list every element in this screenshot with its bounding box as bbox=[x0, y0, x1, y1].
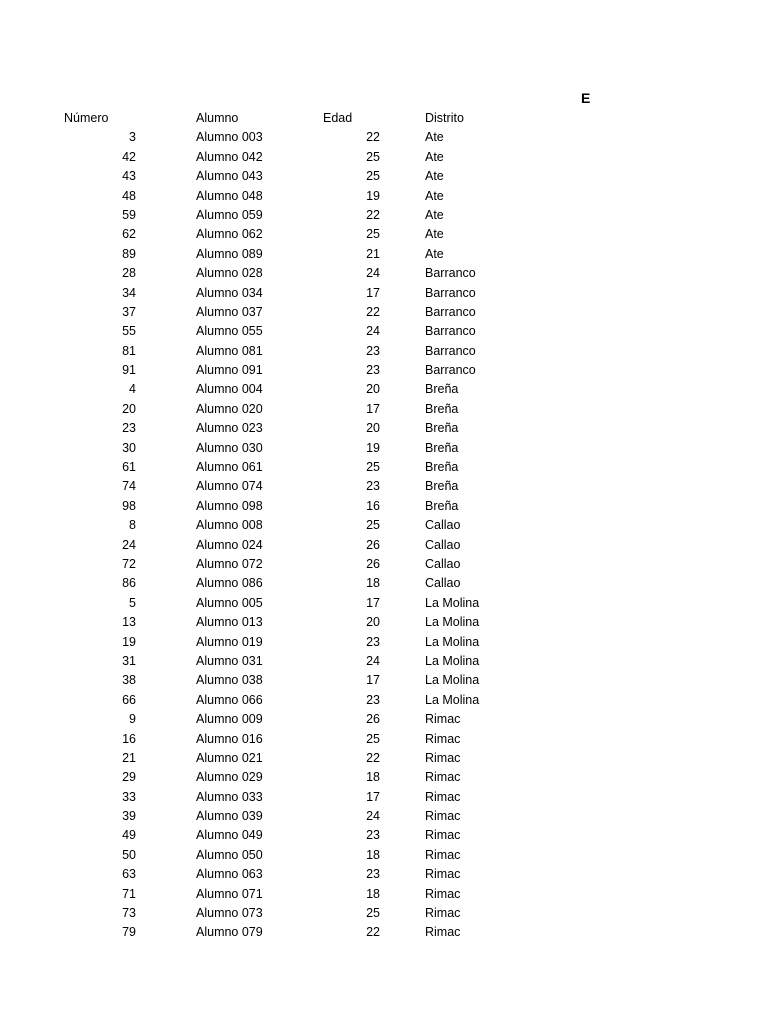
cell-edad: 20 bbox=[366, 382, 380, 397]
cell-edad: 25 bbox=[366, 906, 380, 921]
cell-numero: 48 bbox=[122, 188, 136, 203]
cell-alumno: Alumno 050 bbox=[196, 847, 263, 862]
cell-distrito: Ate bbox=[425, 149, 444, 164]
cell-edad: 25 bbox=[366, 227, 380, 242]
cell-alumno: Alumno 005 bbox=[196, 595, 263, 610]
cell-alumno: Alumno 021 bbox=[196, 750, 263, 765]
cell-distrito: La Molina bbox=[425, 615, 480, 630]
cell-distrito: Ate bbox=[425, 130, 444, 145]
cell-edad: 25 bbox=[366, 460, 380, 475]
cell-alumno: Alumno 059 bbox=[196, 207, 263, 222]
cell-edad: 19 bbox=[366, 188, 380, 203]
table-row bbox=[0, 633, 768, 652]
cell-edad: 20 bbox=[366, 421, 380, 436]
cell-numero: 49 bbox=[122, 828, 136, 843]
table-row bbox=[0, 342, 768, 361]
cell-alumno: Alumno 038 bbox=[196, 673, 263, 688]
cell-numero: 91 bbox=[122, 363, 136, 378]
cell-alumno: Alumno 043 bbox=[196, 169, 263, 184]
cell-alumno: Alumno 049 bbox=[196, 828, 263, 843]
cell-distrito: Breña bbox=[425, 401, 459, 416]
cell-numero: 66 bbox=[122, 692, 136, 707]
cell-alumno: Alumno 073 bbox=[196, 906, 263, 921]
table-row bbox=[0, 885, 768, 904]
cell-numero: 79 bbox=[122, 925, 136, 940]
cell-distrito: Callao bbox=[425, 556, 461, 571]
table-row bbox=[0, 594, 768, 613]
cell-distrito: Breña bbox=[425, 479, 459, 494]
cell-numero: 43 bbox=[122, 169, 136, 184]
cell-distrito: La Molina bbox=[425, 673, 480, 688]
cell-distrito: Breña bbox=[425, 440, 459, 455]
table-row bbox=[0, 671, 768, 690]
table-row bbox=[0, 846, 768, 865]
cell-edad: 17 bbox=[366, 285, 380, 300]
cell-alumno: Alumno 079 bbox=[196, 925, 263, 940]
header-numero: Número bbox=[64, 111, 109, 125]
cell-edad: 17 bbox=[366, 673, 380, 688]
cell-alumno: Alumno 037 bbox=[196, 304, 263, 319]
cell-numero: 33 bbox=[122, 789, 136, 804]
cell-numero: 30 bbox=[122, 440, 136, 455]
cell-edad: 25 bbox=[366, 731, 380, 746]
cell-edad: 22 bbox=[366, 925, 380, 940]
cell-edad: 26 bbox=[366, 537, 380, 552]
table-row bbox=[0, 710, 768, 729]
cell-edad: 18 bbox=[366, 770, 380, 785]
cell-numero: 39 bbox=[122, 809, 136, 824]
cell-distrito: La Molina bbox=[425, 595, 480, 610]
cell-numero: 16 bbox=[122, 731, 136, 746]
cell-edad: 25 bbox=[366, 169, 380, 184]
cell-numero: 19 bbox=[122, 634, 136, 649]
cell-numero: 55 bbox=[122, 324, 136, 339]
table-row bbox=[0, 458, 768, 477]
student-table bbox=[0, 109, 768, 943]
table-row bbox=[0, 187, 768, 206]
table-row bbox=[0, 303, 768, 322]
cell-alumno: Alumno 030 bbox=[196, 440, 263, 455]
header-edad: Edad bbox=[323, 111, 353, 125]
table-row bbox=[0, 245, 768, 264]
cell-edad: 25 bbox=[366, 518, 380, 533]
cell-numero: 13 bbox=[122, 615, 136, 630]
cell-numero: 42 bbox=[122, 149, 136, 164]
table-row bbox=[0, 128, 768, 147]
cell-alumno: Alumno 023 bbox=[196, 421, 263, 436]
cell-numero: 31 bbox=[122, 653, 136, 668]
cell-edad: 21 bbox=[366, 246, 380, 261]
cell-distrito: Ate bbox=[425, 188, 444, 203]
table-row bbox=[0, 555, 768, 574]
cell-alumno: Alumno 003 bbox=[196, 130, 263, 145]
cell-numero: 24 bbox=[122, 537, 136, 552]
cell-numero: 62 bbox=[122, 227, 136, 242]
cell-alumno: Alumno 055 bbox=[196, 324, 263, 339]
cell-distrito: Breña bbox=[425, 421, 459, 436]
cell-edad: 23 bbox=[366, 479, 380, 494]
cell-numero: 5 bbox=[129, 595, 136, 610]
cell-numero: 59 bbox=[122, 207, 136, 222]
cell-distrito: Barranco bbox=[425, 266, 476, 281]
cell-alumno: Alumno 061 bbox=[196, 460, 263, 475]
cell-distrito: Rimac bbox=[425, 847, 461, 862]
table-row bbox=[0, 807, 768, 826]
table-row bbox=[0, 749, 768, 768]
cell-distrito: Ate bbox=[425, 169, 444, 184]
cell-alumno: Alumno 034 bbox=[196, 285, 263, 300]
cell-distrito: Rimac bbox=[425, 925, 461, 940]
cell-alumno: Alumno 004 bbox=[196, 382, 263, 397]
table-row bbox=[0, 497, 768, 516]
cell-numero: 74 bbox=[122, 479, 136, 494]
cell-edad: 24 bbox=[366, 653, 380, 668]
table-row bbox=[0, 477, 768, 496]
cell-alumno: Alumno 039 bbox=[196, 809, 263, 824]
cell-edad: 25 bbox=[366, 149, 380, 164]
cell-edad: 22 bbox=[366, 130, 380, 145]
cell-edad: 23 bbox=[366, 634, 380, 649]
cell-alumno: Alumno 033 bbox=[196, 789, 263, 804]
cell-edad: 18 bbox=[366, 847, 380, 862]
cell-distrito: Breña bbox=[425, 498, 459, 513]
cell-numero: 72 bbox=[122, 556, 136, 571]
cell-alumno: Alumno 086 bbox=[196, 576, 263, 591]
cell-numero: 8 bbox=[129, 518, 136, 533]
table-row bbox=[0, 826, 768, 845]
cell-edad: 26 bbox=[366, 712, 380, 727]
table-row bbox=[0, 788, 768, 807]
table-row bbox=[0, 439, 768, 458]
cell-distrito: Rimac bbox=[425, 770, 461, 785]
cell-edad: 24 bbox=[366, 324, 380, 339]
cell-distrito: Rimac bbox=[425, 867, 461, 882]
cell-alumno: Alumno 009 bbox=[196, 712, 263, 727]
cell-alumno: Alumno 063 bbox=[196, 867, 263, 882]
cell-edad: 22 bbox=[366, 750, 380, 765]
cell-numero: 34 bbox=[122, 285, 136, 300]
cell-alumno: Alumno 029 bbox=[196, 770, 263, 785]
cell-distrito: Breña bbox=[425, 382, 459, 397]
cell-distrito: Rimac bbox=[425, 731, 461, 746]
cell-alumno: Alumno 008 bbox=[196, 518, 263, 533]
cell-distrito: La Molina bbox=[425, 653, 480, 668]
table-row bbox=[0, 380, 768, 399]
cell-distrito: Breña bbox=[425, 460, 459, 475]
cell-edad: 24 bbox=[366, 266, 380, 281]
table-row bbox=[0, 574, 768, 593]
table-row bbox=[0, 613, 768, 632]
cell-distrito: La Molina bbox=[425, 634, 480, 649]
table-row bbox=[0, 865, 768, 884]
cell-distrito: Ate bbox=[425, 246, 444, 261]
cell-distrito: Rimac bbox=[425, 712, 461, 727]
cell-alumno: Alumno 072 bbox=[196, 556, 263, 571]
cell-edad: 23 bbox=[366, 363, 380, 378]
cell-edad: 17 bbox=[366, 401, 380, 416]
table-row bbox=[0, 400, 768, 419]
cell-numero: 71 bbox=[122, 886, 136, 901]
table-row bbox=[0, 284, 768, 303]
cell-numero: 50 bbox=[122, 847, 136, 862]
cell-edad: 23 bbox=[366, 692, 380, 707]
cell-distrito: Rimac bbox=[425, 906, 461, 921]
table-row bbox=[0, 652, 768, 671]
header-distrito: Distrito bbox=[425, 111, 464, 125]
cell-alumno: Alumno 074 bbox=[196, 479, 263, 494]
cell-distrito: Callao bbox=[425, 537, 461, 552]
cell-edad: 17 bbox=[366, 595, 380, 610]
cell-alumno: Alumno 091 bbox=[196, 363, 263, 378]
cell-numero: 86 bbox=[122, 576, 136, 591]
cell-edad: 19 bbox=[366, 440, 380, 455]
cell-distrito: Ate bbox=[425, 227, 444, 242]
cell-edad: 22 bbox=[366, 207, 380, 222]
cell-alumno: Alumno 066 bbox=[196, 692, 263, 707]
cell-distrito: Callao bbox=[425, 518, 461, 533]
cell-numero: 28 bbox=[122, 266, 136, 281]
cell-edad: 17 bbox=[366, 789, 380, 804]
cell-distrito: Rimac bbox=[425, 828, 461, 843]
cell-edad: 23 bbox=[366, 343, 380, 358]
table-row bbox=[0, 361, 768, 380]
cell-edad: 26 bbox=[366, 556, 380, 571]
table-row bbox=[0, 768, 768, 787]
cell-alumno: Alumno 013 bbox=[196, 615, 263, 630]
table-row bbox=[0, 536, 768, 555]
cell-numero: 73 bbox=[122, 906, 136, 921]
cell-distrito: Ate bbox=[425, 207, 444, 222]
cell-numero: 61 bbox=[122, 460, 136, 475]
table-row bbox=[0, 516, 768, 535]
table-body bbox=[0, 128, 768, 942]
cell-edad: 23 bbox=[366, 828, 380, 843]
cell-distrito: Barranco bbox=[425, 363, 476, 378]
cell-distrito: Barranco bbox=[425, 285, 476, 300]
page-heading: E bbox=[581, 90, 591, 106]
cell-distrito: La Molina bbox=[425, 692, 480, 707]
cell-numero: 23 bbox=[122, 421, 136, 436]
cell-alumno: Alumno 089 bbox=[196, 246, 263, 261]
cell-numero: 9 bbox=[129, 712, 136, 727]
cell-distrito: Callao bbox=[425, 576, 461, 591]
cell-edad: 16 bbox=[366, 498, 380, 513]
cell-distrito: Rimac bbox=[425, 809, 461, 824]
cell-edad: 24 bbox=[366, 809, 380, 824]
cell-numero: 63 bbox=[122, 867, 136, 882]
table-row bbox=[0, 322, 768, 341]
cell-alumno: Alumno 028 bbox=[196, 266, 263, 281]
table-row bbox=[0, 225, 768, 244]
table-row bbox=[0, 923, 768, 942]
table-header-row bbox=[0, 109, 768, 128]
cell-alumno: Alumno 098 bbox=[196, 498, 263, 513]
cell-edad: 18 bbox=[366, 886, 380, 901]
cell-distrito: Barranco bbox=[425, 343, 476, 358]
cell-distrito: Rimac bbox=[425, 750, 461, 765]
cell-numero: 3 bbox=[129, 130, 136, 145]
header-alumno: Alumno bbox=[196, 111, 239, 125]
cell-distrito: Barranco bbox=[425, 324, 476, 339]
cell-numero: 4 bbox=[129, 382, 136, 397]
cell-numero: 21 bbox=[122, 750, 136, 765]
cell-numero: 98 bbox=[122, 498, 136, 513]
cell-alumno: Alumno 020 bbox=[196, 401, 263, 416]
cell-numero: 37 bbox=[122, 304, 136, 319]
cell-alumno: Alumno 031 bbox=[196, 653, 263, 668]
cell-numero: 29 bbox=[122, 770, 136, 785]
cell-numero: 20 bbox=[122, 401, 136, 416]
table-row bbox=[0, 264, 768, 283]
cell-alumno: Alumno 016 bbox=[196, 731, 263, 746]
cell-numero: 89 bbox=[122, 246, 136, 261]
table-row bbox=[0, 691, 768, 710]
table-row bbox=[0, 148, 768, 167]
cell-distrito: Barranco bbox=[425, 304, 476, 319]
table-row bbox=[0, 419, 768, 438]
cell-numero: 81 bbox=[122, 343, 136, 358]
table-row bbox=[0, 206, 768, 225]
cell-edad: 22 bbox=[366, 304, 380, 319]
cell-distrito: Rimac bbox=[425, 789, 461, 804]
cell-alumno: Alumno 048 bbox=[196, 188, 263, 203]
table-row bbox=[0, 167, 768, 186]
cell-distrito: Rimac bbox=[425, 886, 461, 901]
table-row bbox=[0, 904, 768, 923]
cell-alumno: Alumno 071 bbox=[196, 886, 263, 901]
cell-alumno: Alumno 081 bbox=[196, 343, 263, 358]
cell-edad: 20 bbox=[366, 615, 380, 630]
cell-alumno: Alumno 019 bbox=[196, 634, 263, 649]
cell-alumno: Alumno 062 bbox=[196, 227, 263, 242]
cell-alumno: Alumno 024 bbox=[196, 537, 263, 552]
cell-alumno: Alumno 042 bbox=[196, 149, 263, 164]
cell-edad: 18 bbox=[366, 576, 380, 591]
cell-numero: 38 bbox=[122, 673, 136, 688]
cell-edad: 23 bbox=[366, 867, 380, 882]
table-row bbox=[0, 730, 768, 749]
